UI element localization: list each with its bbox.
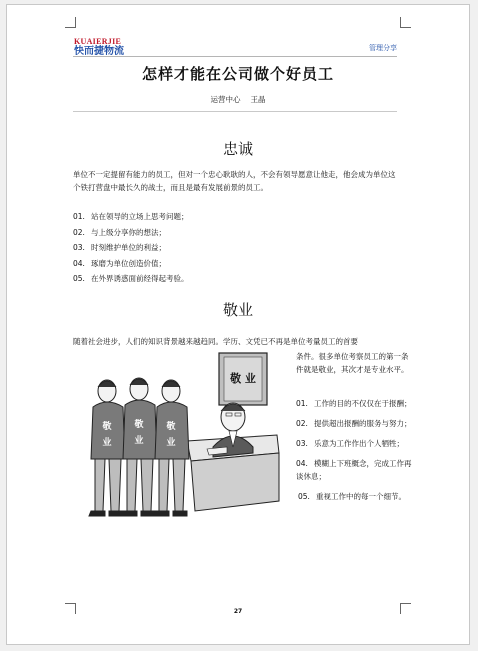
crop-mark-top-right bbox=[400, 17, 411, 28]
page-number: 27 bbox=[233, 608, 243, 615]
section-title-loyalty: 忠诚 bbox=[222, 140, 253, 158]
document-page bbox=[6, 4, 470, 645]
section-paragraph-loyalty: 单位不一定提留有能力的员工，但对一个忠心耿耿的人，不会有领导愿意让他走，他会成为单位这个铁打营盘中最长久的战士，而且是最有发展前景的员工。 bbox=[73, 170, 396, 192]
list-item: 04. 模糊上下班概念，完成工作再谈休息； bbox=[296, 459, 412, 481]
board-text: 敬 业 bbox=[230, 372, 256, 385]
list-item: 05. 在外界诱惑面前经得起考验。 bbox=[73, 274, 189, 283]
article-byline bbox=[7, 94, 469, 105]
section-paragraph-dedication-continued: 条件。很多单位考察员工的第一条件就是敬业，其次才是专业水平。 bbox=[296, 352, 409, 374]
list-item: 04. 琢磨为单位创造价值； bbox=[73, 258, 166, 268]
header-divider bbox=[73, 56, 397, 57]
section-title-dedication: 敬业 bbox=[222, 301, 253, 319]
shirt-text-bottom: 业 bbox=[166, 438, 176, 448]
list-item: 01. 站在领导的立场上思考问题； bbox=[73, 212, 189, 221]
author-name: 王晶 bbox=[250, 95, 266, 104]
list-item: 05. 重视工作中的每一个细节。 bbox=[298, 492, 406, 501]
logo-chinese-text: 快而捷物流 bbox=[74, 46, 124, 57]
dedication-list bbox=[296, 397, 416, 510]
list-item: 03. 时刻维护单位的利益； bbox=[73, 243, 166, 252]
header-category: 管理分享 bbox=[369, 44, 397, 52]
loyalty-list bbox=[73, 209, 189, 287]
shirt-text-top: 敬 bbox=[134, 420, 144, 430]
list-item: 02. 与上级分享你的想法； bbox=[73, 227, 166, 237]
crop-mark-top-left bbox=[65, 17, 76, 28]
shirt-text-bottom: 业 bbox=[134, 436, 144, 446]
article-title: 怎样才能在公司做个好员工 bbox=[141, 65, 334, 83]
logo-latin-text: KUAIERJIE bbox=[74, 37, 122, 46]
list-item: 03. 乐意为工作作出个人牺牲； bbox=[296, 439, 404, 448]
dedication-illustration bbox=[87, 349, 283, 519]
author-department: 运营中心 bbox=[210, 95, 241, 104]
list-item: 01. 工作的目的不仅仅在于报酬； bbox=[296, 399, 412, 408]
shirt-text-top: 敬 bbox=[102, 422, 112, 432]
byline-divider bbox=[73, 111, 397, 112]
shirt-text-top: 敬 bbox=[166, 422, 176, 432]
list-item: 02. 提供超出报酬的服务与努力； bbox=[296, 419, 412, 428]
shirt-text-bottom: 业 bbox=[102, 438, 112, 448]
section-paragraph-dedication: 随着社会进步，人们的知识背景越来越趋同。学历、文凭已不再是单位考量员工的首要 bbox=[73, 337, 358, 346]
